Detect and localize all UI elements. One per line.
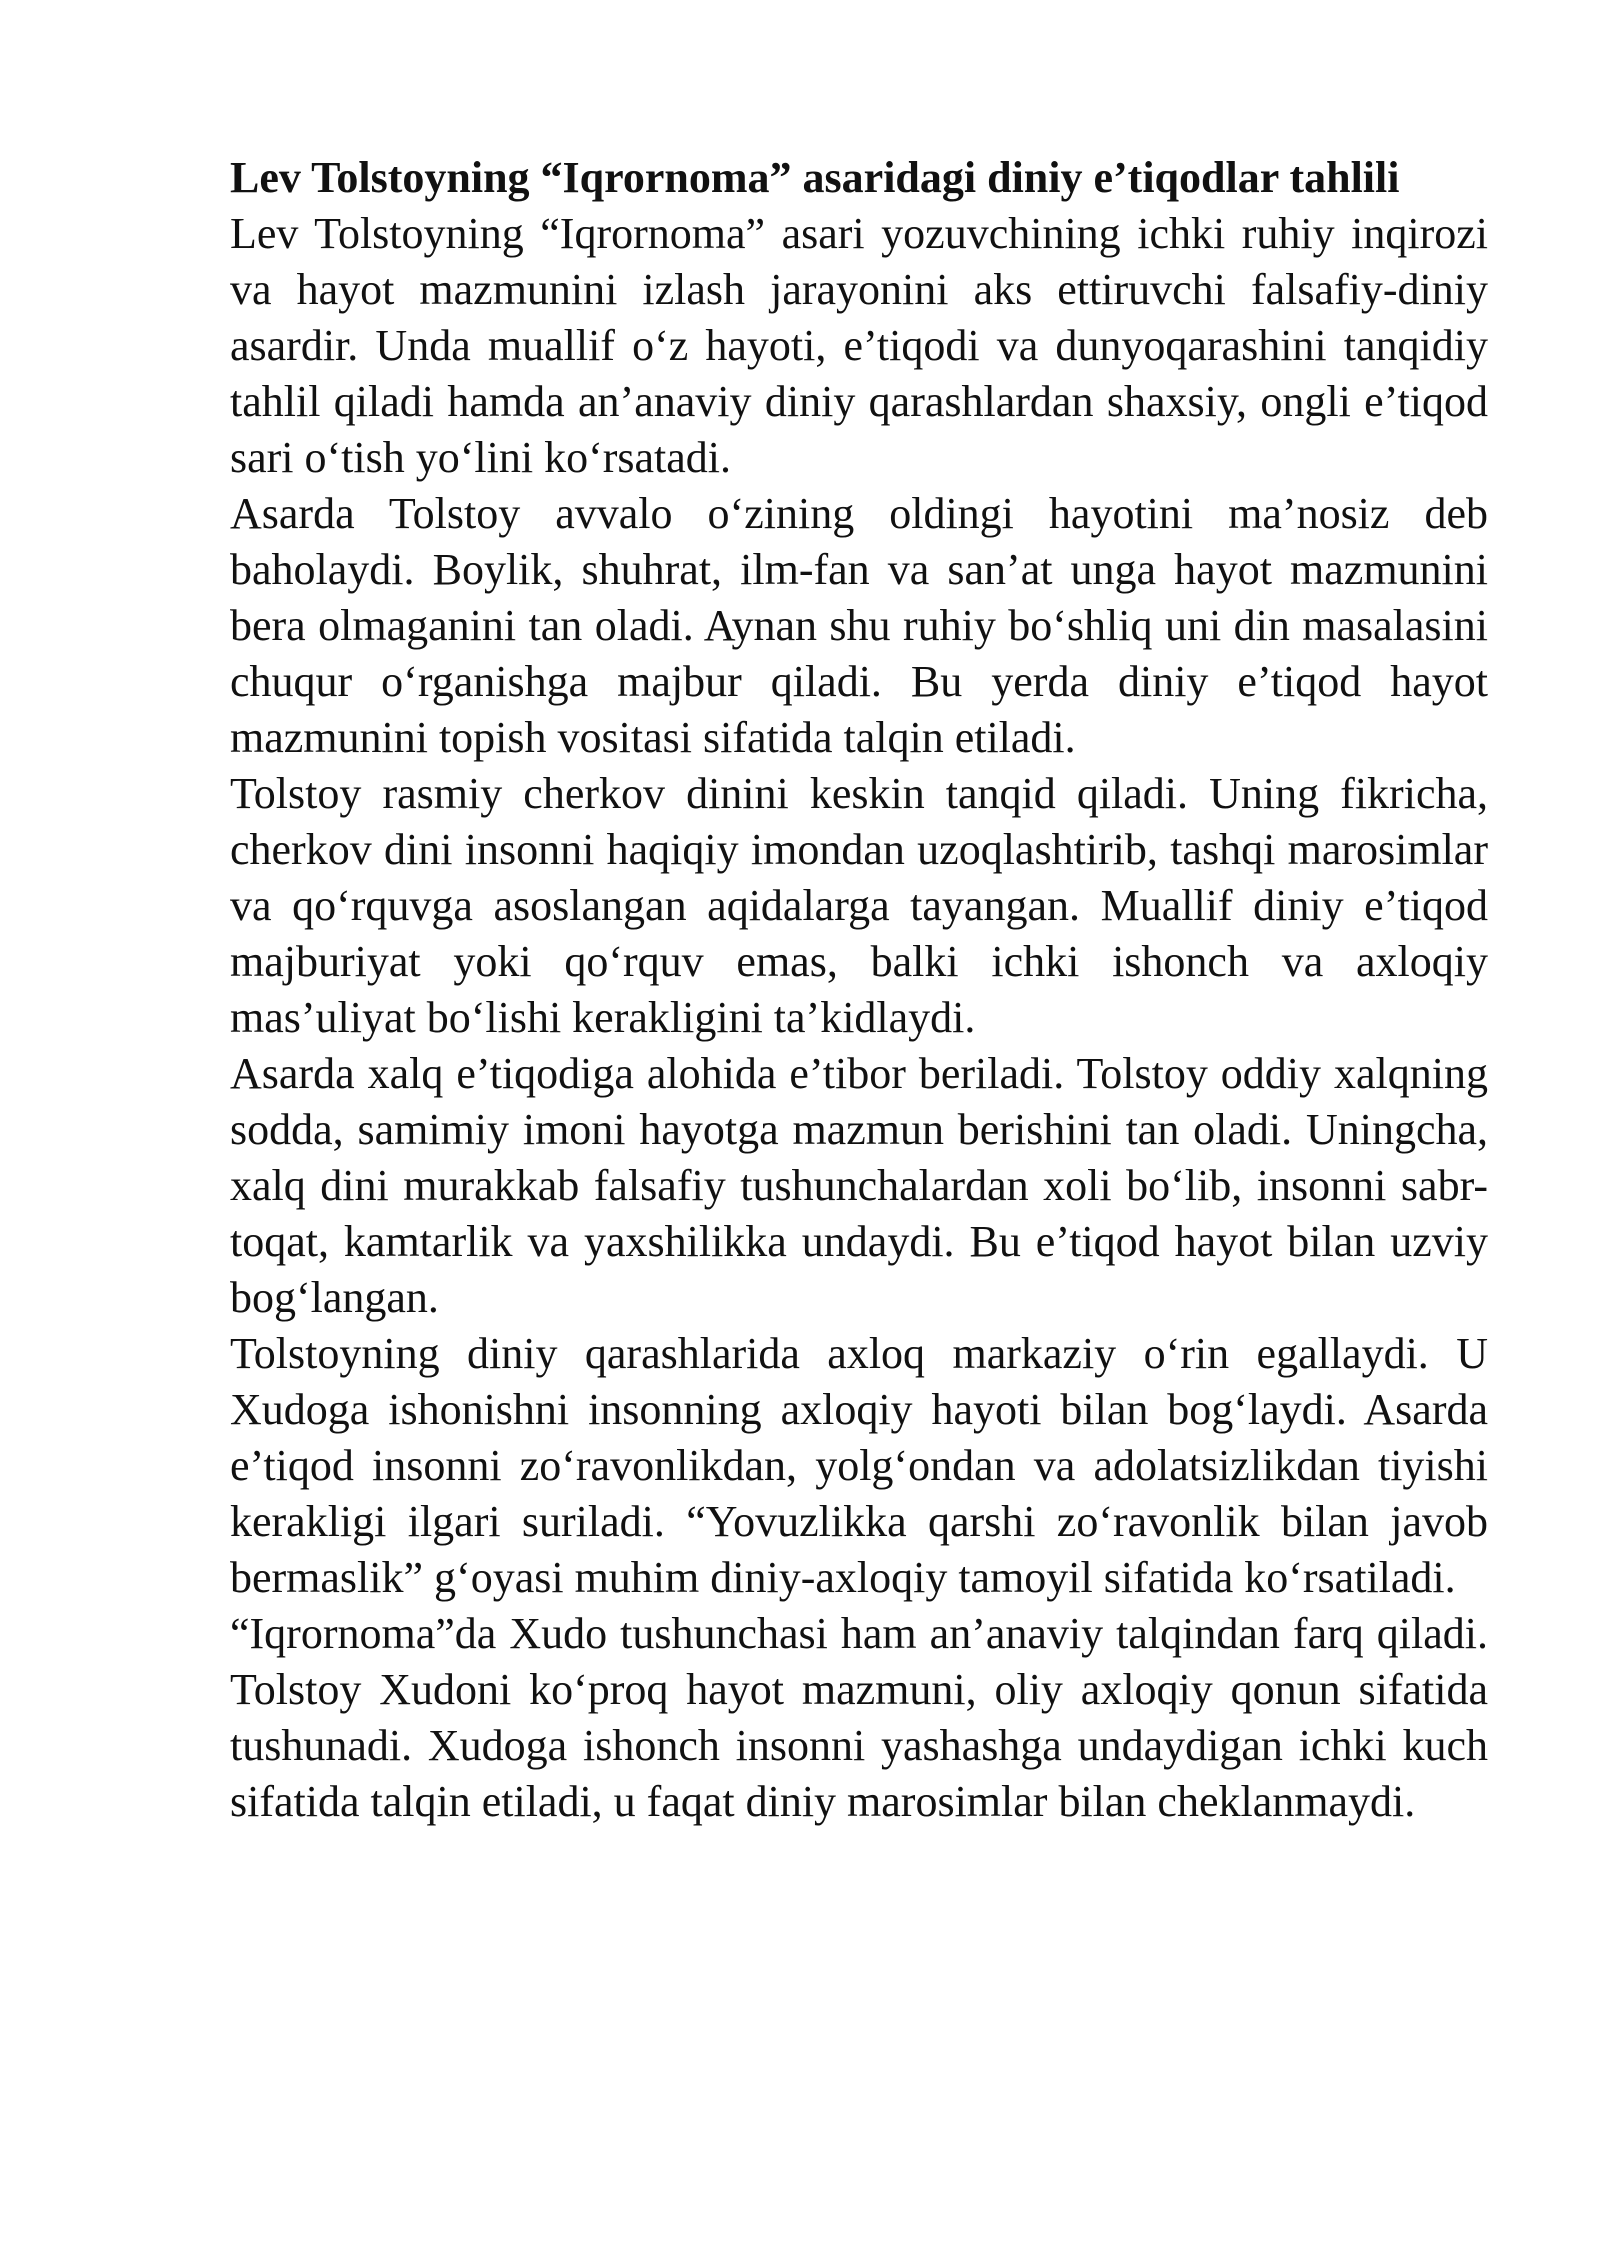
paragraph-4: Asarda xalq e’tiqodiga alohida e’tibor beriladi. Tolstoy oddiy xalqning sodda, samimiy imoni hayotga mazmun berishini tan oladi. Uningcha, xalq dini murakkab falsafiy tushunchalardan xoli bo‘lib, insonni sabr-toqat, kamtarlik va yaxshilikka undaydi. Bu e’tiqod hayot bilan uzviy bog‘langan. [230,1049,1488,1322]
document-page [230,150,1488,1830]
paragraph-6: “Iqrornoma”da Xudo tushunchasi ham an’anaviy talqindan farq qiladi. Tolstoy Xudoni ko‘proq hayot mazmuni, oliy axloqiy qonun sifatida tushunadi. Xudoga ishonch insonni yashashga undaydigan ichki kuch sifatida talqin etiladi, u faqat diniy marosimlar bilan cheklanmaydi. [230,1609,1488,1826]
paragraph-3: Tolstoy rasmiy cherkov dinini keskin tanqid qiladi. Uning fikricha, cherkov dini insonni haqiqiy imondan uzoqlashtirib, tashqi marosimlar va qo‘rquvga asoslangan aqidalarga tayangan. Muallif diniy e’tiqod majburiyat yoki qo‘rquv emas, balki ichki ishonch va axloqiy mas’uliyat bo‘lishi kerakligini ta’kidlaydi. [230,769,1488,1042]
paragraph-5: Tolstoyning diniy qarashlarida axloq markaziy o‘rin egallaydi. U Xudoga ishonishni insonning axloqiy hayoti bilan bog‘laydi. Asarda e’tiqod insonni zo‘ravonlikdan, yolg‘ondan va adolatsizlikdan tiyishi kerakligi ilgari suriladi. “Yovuzlikka qarshi zo‘ravonlik bilan javob bermaslik” g‘oyasi muhim diniy-axloqiy tamoyil sifatida ko‘rsatiladi. [230,1329,1488,1602]
paragraph-2: Asarda Tolstoy avvalo o‘zining oldingi hayotini ma’nosiz deb baholaydi. Boylik, shuhrat, ilm-fan va san’at unga hayot mazmunini bera olmaganini tan oladi. Aynan shu ruhiy bo‘shliq uni din masalasini chuqur o‘rganishga majbur qiladi. Bu yerda diniy e’tiqod hayot mazmunini topish vositasi sifatida talqin etiladi. [230,489,1488,762]
document-title: Lev Tolstoyning “Iqrornoma” asaridagi diniy e’tiqodlar tahlili [230,153,1400,202]
paragraph-1: Lev Tolstoyning “Iqrornoma” asari yozuvchining ichki ruhiy inqirozi va hayot mazmunini izlash jarayonini aks ettiruvchi falsafiy-diniy asardir. Unda muallif o‘z hayoti, e’tiqodi va dunyoqarashini tanqidiy tahlil qiladi hamda an’anaviy diniy qarashlardan shaxsiy, ongli e’tiqod sari o‘tish yo‘lini ko‘rsatadi. [230,209,1488,482]
